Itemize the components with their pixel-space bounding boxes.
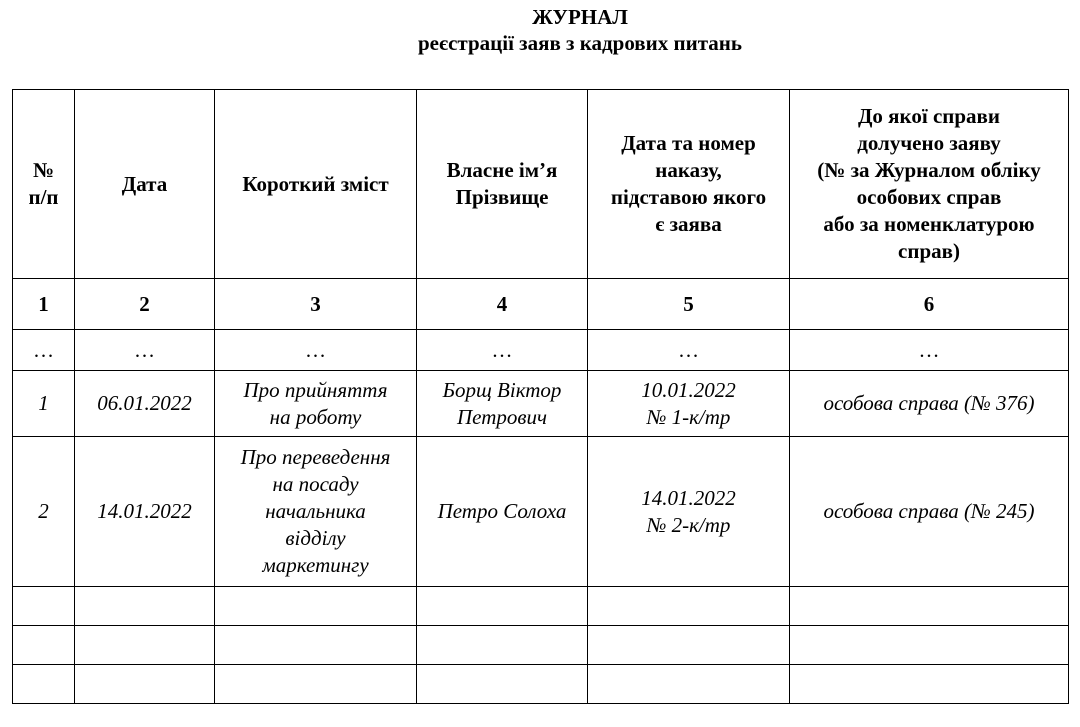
table-row (13, 437, 1069, 587)
empty-cell (790, 665, 1069, 704)
header-date: Дата (75, 90, 215, 279)
header-summary: Короткий зміст (215, 90, 417, 279)
placeholder-cell: … (13, 330, 75, 371)
row-date-cell: 14.01.2022 (75, 437, 215, 587)
row-case-cell: особова справа (№ 245) (790, 437, 1069, 587)
empty-cell (417, 626, 588, 665)
empty-cell (215, 626, 417, 665)
column-number-cell: 6 (790, 279, 1069, 330)
header-name: Власне ім’я Прізвище (417, 90, 588, 279)
placeholder-cell: … (215, 330, 417, 371)
empty-cell (13, 665, 75, 704)
row-order-cell: 14.01.2022 № 2-к/тр (588, 437, 790, 587)
placeholder-cell: … (790, 330, 1069, 371)
row-summary-cell: Про прийняття на роботу (215, 371, 417, 437)
empty-row (13, 665, 1069, 704)
empty-cell (75, 587, 215, 626)
journal-title-block (0, 4, 1080, 56)
header-case: До якої справи долучено заяву (№ за Журналом обліку особових справ або за номенклатурою справ) (790, 90, 1069, 279)
row-case-cell: особова справа (№ 376) (790, 371, 1069, 437)
empty-cell (417, 587, 588, 626)
empty-cell (790, 587, 1069, 626)
empty-row (13, 626, 1069, 665)
placeholder-cell: … (588, 330, 790, 371)
empty-cell (75, 626, 215, 665)
column-number-cell: 5 (588, 279, 790, 330)
row-number-cell: 2 (13, 437, 75, 587)
table-row (13, 371, 1069, 437)
empty-cell (13, 587, 75, 626)
journal-title: ЖУРНАЛ (532, 5, 628, 29)
empty-cell (790, 626, 1069, 665)
column-number-row (13, 279, 1069, 330)
empty-cell (588, 665, 790, 704)
empty-cell (417, 665, 588, 704)
empty-cell (588, 626, 790, 665)
table-header-row (13, 90, 1069, 279)
column-number-cell: 4 (417, 279, 588, 330)
journal-subtitle: реєстрації заяв з кадрових питань (418, 31, 742, 55)
header-order: Дата та номер наказу, підставою якого є заява (588, 90, 790, 279)
placeholder-row (13, 330, 1069, 371)
empty-cell (13, 626, 75, 665)
empty-cell (588, 587, 790, 626)
journal-table (12, 89, 1069, 704)
row-name-cell: Борщ Віктор Петрович (417, 371, 588, 437)
header-number: № п/п (13, 90, 75, 279)
row-date-cell: 06.01.2022 (75, 371, 215, 437)
column-number-cell: 2 (75, 279, 215, 330)
empty-cell (215, 587, 417, 626)
column-number-cell: 3 (215, 279, 417, 330)
column-number-cell: 1 (13, 279, 75, 330)
empty-cell (215, 665, 417, 704)
placeholder-cell: … (75, 330, 215, 371)
empty-cell (75, 665, 215, 704)
empty-row (13, 587, 1069, 626)
row-order-cell: 10.01.2022 № 1-к/тр (588, 371, 790, 437)
row-name-cell: Петро Солоха (417, 437, 588, 587)
placeholder-cell: … (417, 330, 588, 371)
row-summary-cell: Про переведення на посаду начальника відділу маркетингу (215, 437, 417, 587)
row-number-cell: 1 (13, 371, 75, 437)
